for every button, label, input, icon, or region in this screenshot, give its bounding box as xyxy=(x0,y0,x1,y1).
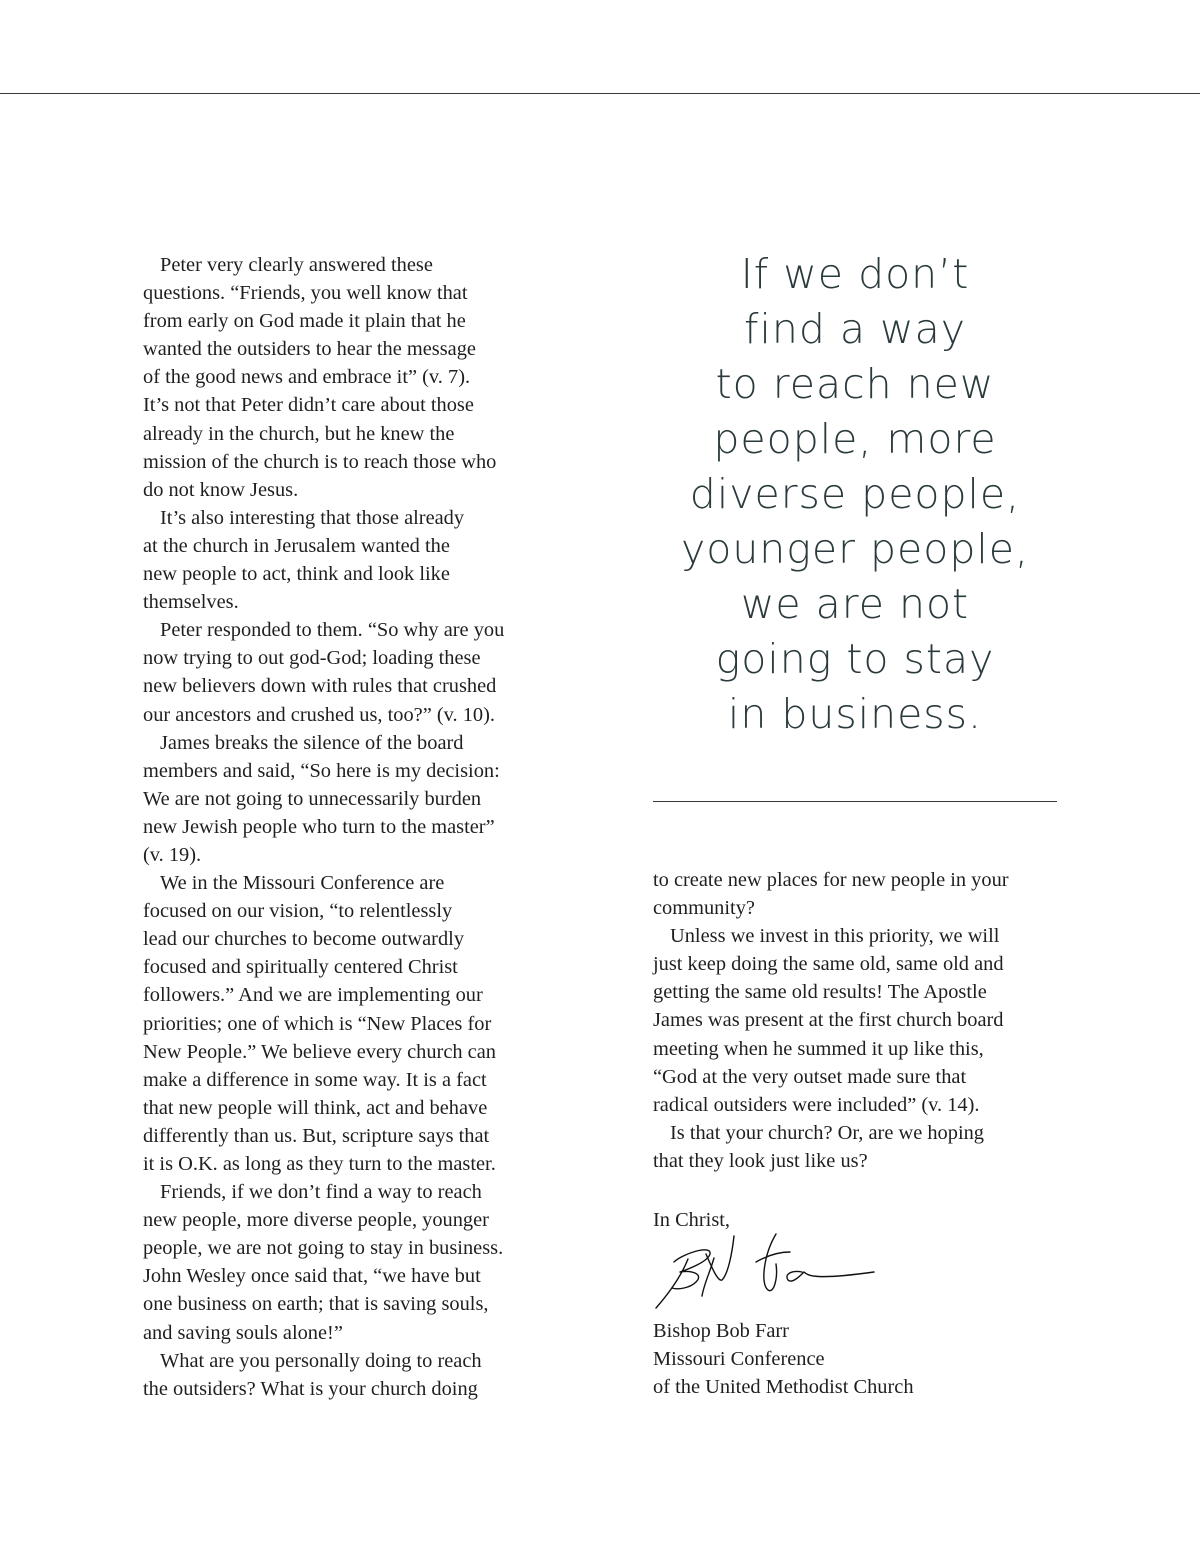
pull-quote-rule xyxy=(653,801,1057,802)
text-line: new believers down with rules that crushed xyxy=(143,675,497,698)
closing-salutation: In Christ, xyxy=(653,1209,731,1231)
pull-quote-line: people, more xyxy=(713,415,997,463)
text-line: mission of the church is to reach those who xyxy=(143,450,497,473)
text-line: John Wesley once said that, “we have but xyxy=(143,1265,481,1288)
top-rule xyxy=(0,93,1200,94)
text-line: people, we are not going to stay in business. xyxy=(143,1237,504,1260)
text-line: themselves. xyxy=(143,591,239,614)
signatory-name: Bishop Bob Farr xyxy=(653,1320,789,1342)
text-line: followers.” And we are implementing our xyxy=(143,984,483,1007)
text-line: one business on earth; that is saving souls, xyxy=(143,1293,489,1316)
signatory-org-line2: of the United Methodist Church xyxy=(653,1376,914,1398)
text-line: new people, more diverse people, younger xyxy=(143,1209,489,1232)
text-line: meeting when he summed it up like this, xyxy=(653,1037,984,1060)
pull-quote-line: we are not xyxy=(740,580,970,628)
text-line: priorities; one of which is “New Places for xyxy=(143,1012,492,1035)
text-line: of the good news and embrace it” (v. 7). xyxy=(143,366,471,389)
text-line: lead our churches to become outwardly xyxy=(143,928,465,951)
text-line: James was present at the first church board xyxy=(653,1009,1004,1032)
pull-quote-line: If we don’t xyxy=(740,250,970,298)
text-line: What are you personally doing to reach xyxy=(160,1349,482,1372)
pull-quote-line: in business. xyxy=(727,690,983,738)
text-line: getting the same old results! The Apostle xyxy=(653,981,987,1004)
signatory-org-line1: Missouri Conference xyxy=(653,1348,825,1370)
text-line: Peter responded to them. “So why are you xyxy=(160,619,505,642)
pull-quote-line: going to stay xyxy=(715,635,995,683)
text-line: Unless we invest in this priority, we will xyxy=(670,925,1000,948)
text-line: focused and spiritually centered Christ xyxy=(143,956,458,979)
text-line: James breaks the silence of the board xyxy=(160,731,464,754)
right-column-text xyxy=(653,866,1073,1175)
text-line: from early on God made it plain that he xyxy=(143,310,466,333)
text-line: already in the church, but he knew the xyxy=(143,422,455,445)
text-line: Is that your church? Or, are we hoping xyxy=(670,1121,984,1144)
text-line: new people to act, think and look like xyxy=(143,563,450,586)
text-line: to create new places for new people in your xyxy=(653,869,1009,891)
text-line: and saving souls alone!” xyxy=(143,1321,343,1344)
text-line: do not know Jesus. xyxy=(143,478,299,501)
text-line: questions. “Friends, you well know that xyxy=(143,282,468,305)
text-line: that they look just like us? xyxy=(653,1149,868,1172)
text-line: at the church in Jerusalem wanted the xyxy=(143,534,450,557)
signature-block xyxy=(653,1317,914,1401)
text-line: It’s also interesting that those already xyxy=(160,506,465,529)
text-line: new Jewish people who turn to the master” xyxy=(143,815,495,838)
text-line: make a difference in some way. It is a fact xyxy=(143,1068,487,1091)
pull-quote-line: diverse people, xyxy=(689,470,1021,518)
text-line: differently than us. But, scripture says that xyxy=(143,1124,490,1147)
signature-image xyxy=(652,1224,878,1314)
text-line: “God at the very outset made sure that xyxy=(653,1065,967,1088)
text-line: just keep doing the same old, same old and xyxy=(653,953,1004,976)
pull-quote-line: find a way xyxy=(744,305,966,353)
left-column-text xyxy=(143,251,563,1403)
text-line: We are not going to unnecessarily burden xyxy=(143,787,482,810)
text-line: our ancestors and crushed us, too?” (v. 10). xyxy=(143,703,496,726)
text-line: now trying to out god-God; loading these xyxy=(143,647,481,670)
text-line: focused on our vision, “to relentlessly xyxy=(143,900,453,923)
pull-quote-line: to reach new xyxy=(715,360,995,408)
pull-quote xyxy=(655,247,1055,742)
text-line: the outsiders? What is your church doing xyxy=(143,1377,478,1400)
text-line: wanted the outsiders to hear the message xyxy=(143,338,476,361)
text-line: It’s not that Peter didn’t care about those xyxy=(143,394,474,417)
text-line: New People.” We believe every church can xyxy=(143,1040,496,1063)
text-line: (v. 19). xyxy=(143,843,202,866)
text-line: Friends, if we don’t find a way to reach xyxy=(160,1181,482,1204)
text-line: community? xyxy=(653,897,755,920)
text-line: We in the Missouri Conference are xyxy=(160,872,445,895)
pull-quote-line: younger people, xyxy=(680,525,1030,573)
text-line: it is O.K. as long as they turn to the master. xyxy=(143,1153,496,1175)
text-line: radical outsiders were included” (v. 14). xyxy=(653,1093,980,1116)
text-line: members and said, “So here is my decision: xyxy=(143,759,500,782)
text-line: Peter very clearly answered these xyxy=(160,254,433,276)
text-line: that new people will think, act and behave xyxy=(143,1096,488,1119)
